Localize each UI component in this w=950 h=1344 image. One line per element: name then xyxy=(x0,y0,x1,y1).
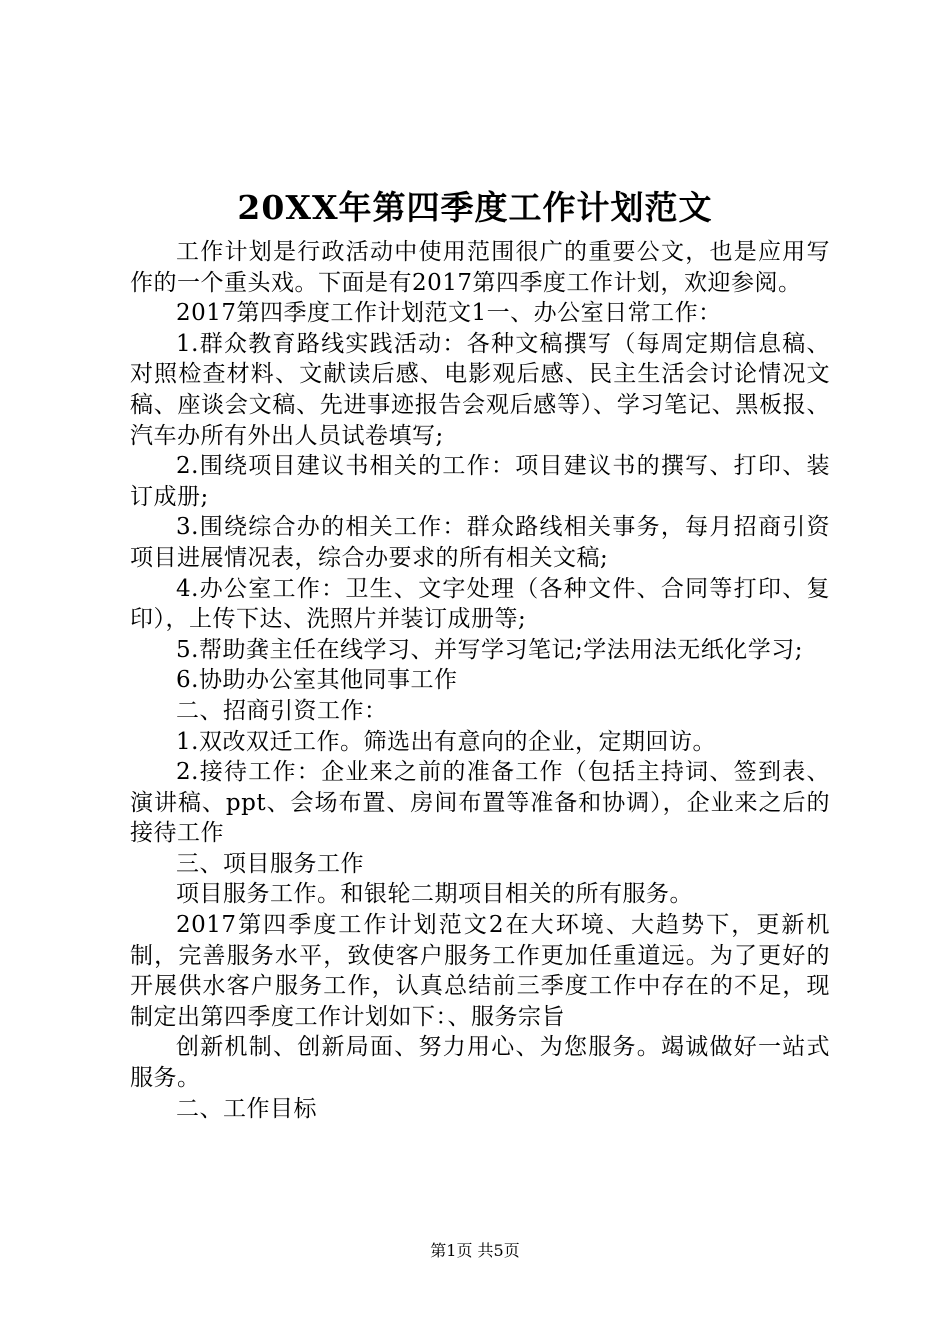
paragraph: 6.协助办公室其他同事工作 xyxy=(176,667,458,694)
paragraph: 5.帮助龚主任在线学习、并写学习笔记;学法用法无纸化学习; xyxy=(176,636,803,663)
paragraph: 4.办公室工作：卫生、文字处理（各种文件、合同等打印、复印），上传下达、洗照片并装订成册等; xyxy=(130,575,830,633)
paragraph: 2017第四季度工作计划范文1一、办公室日常工作： xyxy=(176,300,722,327)
paragraph: 1.双改双迁工作。筛选出有意向的企业，定期回访。 xyxy=(176,728,716,755)
paragraph: 1.群众教育路线实践活动：各种文稿撰写（每周定期信息稿、对照检查材料、文献读后感、电影观后感、民主生活会讨论情况文稿、座谈会文稿、先进事迹报告会观后感等）、学习笔记、黑板报、汽车办所有外出人员试卷填写; xyxy=(130,330,830,449)
paragraph: 二、工作目标 xyxy=(176,1095,317,1122)
page-footer: 第1页 共5页 xyxy=(430,1241,520,1260)
paragraph: 2.接待工作：企业来之前的准备工作（包括主持词、签到表、演讲稿、ppt、会场布置、房间布置等准备和协调），企业来之后的接待工作 xyxy=(130,759,830,847)
paragraph: 2.围绕项目建议书相关的工作：项目建议书的撰写、打印、装订成册; xyxy=(130,453,830,510)
paragraph: 工作计划是行政活动中使用范围很广的重要公文，也是应用写作的一个重头戏。下面是有2017第四季度工作计划，欢迎参阅。 xyxy=(130,239,830,296)
paragraph: 2017第四季度工作计划范文2在大环境、大趋势下，更新机制，完善服务水平，致使客户服务工作更加任重道远。为了更好的开展供水客户服务工作，认真总结前三季度工作中存在的不足，现制定出第四季度工作计划如下：、服务宗旨 xyxy=(130,912,830,1030)
paragraph: 三、项目服务工作 xyxy=(176,850,364,877)
paragraph: 创新机制、创新局面、努力用心、为您服务。竭诚做好一站式服务。 xyxy=(130,1034,830,1092)
document-body xyxy=(130,237,830,1124)
paragraph: 3.围绕综合办的相关工作：群众路线相关事务，每月招商引资项目进展情况表，综合办要求的所有相关文稿; xyxy=(130,514,830,571)
paragraph: 二、招商引资工作： xyxy=(176,697,388,724)
document-title: 20XX年第四季度工作计划范文 xyxy=(237,188,713,227)
paragraph: 项目服务工作。和银轮二期项目相关的所有服务。 xyxy=(176,881,693,908)
